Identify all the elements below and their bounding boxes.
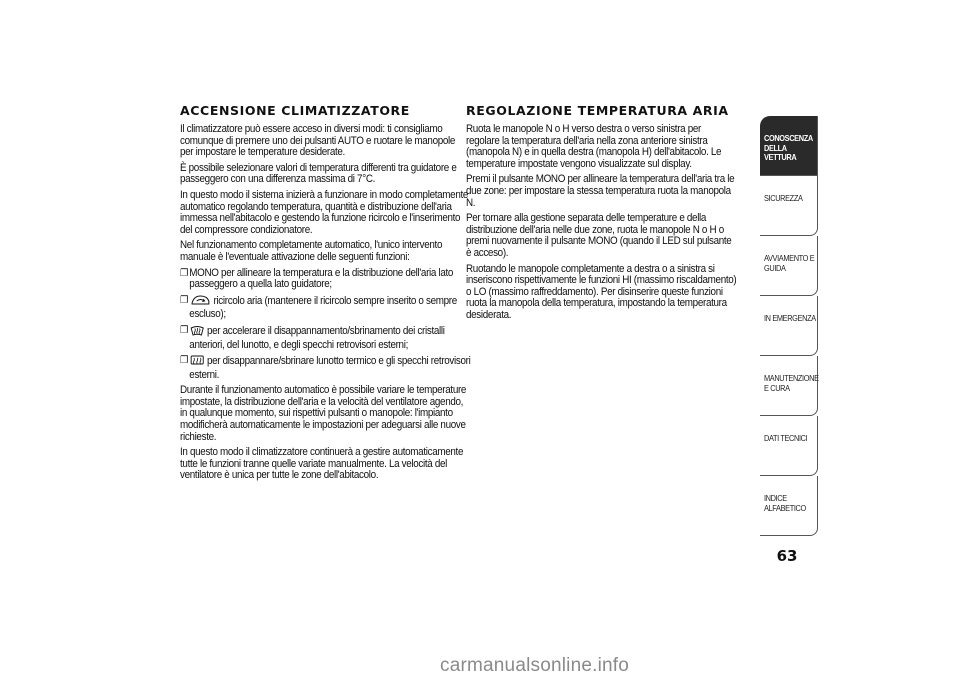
bullet-marker: ❐ [180, 294, 189, 306]
paragraph: In questo modo il climatizzatore continuerà a gestire automaticamente tutte le funzioni tranne quelle variate manualmente. La velocità del ventilatore è unica per tutte le zone dell'abitacolo. [180, 446, 464, 482]
bullet-text: MONO per allineare la temperatura e la distribuzione dell'aria lato passeggero a quella lato guidatore; [189, 266, 454, 291]
bullet-text: per disappannare/sbrinare lunotto termico e gli specchi retrovisori esterni. [189, 355, 471, 381]
chapter-tabs [760, 116, 818, 536]
paragraph: In questo modo il sistema inizierà a funzionare in modo completamente automatico regolando temperatura, quantità e distribuzione dell'aria immessa nell'abitacolo e gestendo la funzione ricircolo e l'inserimento del compressore condizionatore. [180, 188, 469, 236]
tab-label: CONOSCENZA DELLA VETTURA [764, 134, 813, 162]
paragraph: Ruota le manopole N o H verso destra o verso sinistra per regolare la temperatura dell'aria nella zona anteriore sinistra (manopola N) e in quella destra (manopola H) dell'abitacolo. Le temperature impostate vengono visualizzate sul display. [466, 123, 722, 170]
recirculation-icon [190, 295, 210, 310]
bullet-marker: ❐ [180, 355, 189, 367]
tab-indice-alfabetico[interactable] [760, 476, 818, 536]
paragraph: Il climatizzatore può essere acceso in diversi modi: ti consigliamo comunque di premere uno dei pulsanti AUTO e ruotare le manopole per impostare le temperature desiderate. [180, 123, 456, 159]
page-number: 63 [776, 547, 798, 565]
tab-avviamento-e-guida[interactable] [760, 236, 818, 296]
tab-label: IN EMERGENZA [764, 314, 816, 323]
paragraph: Premi il pulsante MONO per allineare la temperatura dell'aria tra le due zone: per impostare la stessa temperatura ruota la manopola N. [466, 173, 735, 209]
bullet-recirculation [180, 295, 480, 321]
bullet-marker: ❐ [180, 324, 189, 336]
paragraph: Per tornare alla gestione separata delle temperature e della distribuzione dell'aria nelle due zone, ruota le manopole N o H o premi nuovamente il pulsante MONO (quando il LED sul pulsante è acceso). [466, 212, 732, 259]
paragraph: Nel funzionamento completamente automatico, l'unico intervento manuale è l'eventuale attivazione delle seguenti funzioni: [180, 239, 443, 263]
paragraph: Ruotando le manopole completamente a destra o a sinistra si inseriscono rispettivamente le funzioni HI (massimo riscaldamento) o LO (massimo raffreddamento). Per disinserire queste funzioni ruota la manopola della temperatura, impostando la temperatura desiderata. [466, 262, 737, 321]
tab-in-emergenza[interactable] [760, 296, 818, 356]
tab-label: MANUTENZIONE E CURA [764, 374, 819, 393]
rear-window-defrost-icon [190, 355, 204, 370]
right-column [466, 103, 738, 326]
bullet-text: per accelerare il disappannamento/sbrinamento dei cristalli anteriori, del lunotto, e degli specchi retrovisori esterni; [189, 324, 445, 351]
bullet-marker: ❐ [180, 267, 189, 279]
tab-label: AVVIAMENTO E GUIDA [764, 254, 815, 273]
paragraph: Durante il funzionamento automatico è possibile variare le temperature impostate, la distribuzione dell'aria e la velocità del ventilatore agendo, in qualunque momento, sui rispettivi pulsanti o manopole: l'impianto modificherà automaticamente le impostazioni per adeguarsi alle nuove richieste. [180, 384, 467, 443]
section-heading-regolazione: REGOLAZIONE TEMPERATURA ARIA [466, 103, 729, 118]
tab-label: DATI TECNICI [764, 434, 808, 443]
tab-dati-tecnici[interactable] [760, 416, 818, 476]
tab-manutenzione-e-cura[interactable] [760, 356, 818, 416]
tab-sicurezza[interactable] [760, 176, 818, 236]
watermark: carmanualsonline.info [440, 655, 630, 676]
bullet-mono [180, 268, 480, 291]
bullet-text: ricircolo aria (mantenere il ricircolo sempre inserito o sempre escluso); [189, 294, 457, 321]
left-column [180, 103, 472, 486]
tab-label: SICUREZZA [764, 194, 803, 203]
bullet-rear-defrost [180, 355, 480, 381]
windshield-defrost-icon [190, 325, 204, 340]
paragraph: È possibile selezionare valori di temperatura differenti tra guidatore e passeggero con una differenza massima di 7°C. [180, 161, 457, 186]
section-heading-accensione: ACCENSIONE CLIMATIZZATORE [180, 103, 410, 118]
bullet-windshield-defrost [180, 325, 480, 351]
tab-conoscenza-della-vettura[interactable] [760, 116, 818, 176]
tab-label: INDICE ALFABETICO [764, 494, 806, 513]
